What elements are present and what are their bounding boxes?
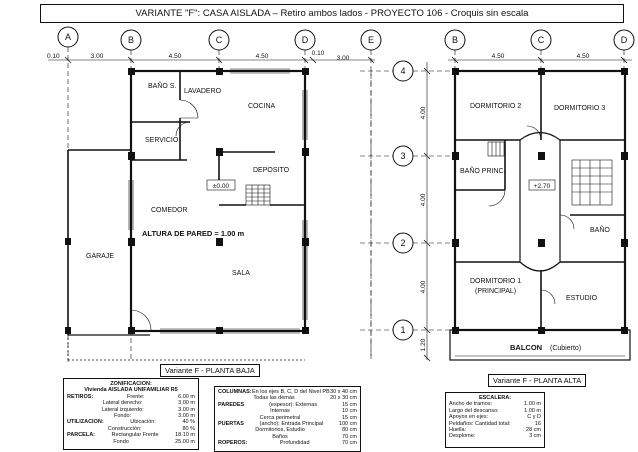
room-dormitorio-2: DORMITORIO 2 bbox=[470, 103, 522, 110]
materiales-cell: 80 cm bbox=[342, 427, 357, 434]
zonificacion-cell: RETIROS: bbox=[67, 393, 94, 400]
room-lavadero: LAVADERO bbox=[184, 88, 222, 95]
zonificacion-cell: 3.00 m bbox=[178, 406, 195, 413]
axis-bubble-4 bbox=[393, 61, 413, 81]
materiales-cell: 20 x 30 cm bbox=[330, 395, 357, 402]
escalera-rows bbox=[449, 401, 541, 439]
room-bano-principal: BAÑO PRINC. bbox=[460, 168, 506, 175]
dim-ground-5: 3.00 bbox=[336, 55, 350, 62]
axis-bubble-d bbox=[295, 30, 315, 50]
zonificacion-row bbox=[67, 439, 195, 445]
materiales-cell: (ancho): Entrada Principal bbox=[259, 421, 324, 428]
row-axes bbox=[360, 61, 455, 361]
dim-upper-0: 4.50 bbox=[491, 53, 505, 60]
room-deposito: DEPOSITO bbox=[253, 167, 290, 174]
room-dormitorio-3: DORMITORIO 3 bbox=[554, 105, 606, 112]
materiales-cell: 70 cm bbox=[342, 433, 357, 440]
dim-side-2: 4.00 bbox=[420, 280, 427, 294]
room-sala: SALA bbox=[232, 270, 250, 277]
materiales-cell: PAREDES bbox=[218, 401, 245, 408]
escalera-cell: 16 bbox=[534, 420, 541, 427]
zonificacion-rows bbox=[67, 394, 195, 445]
axis-label-b: B bbox=[127, 35, 135, 45]
dim-ground-0: 0.10 bbox=[47, 53, 60, 60]
escalera-cell: 1.00 m bbox=[524, 407, 541, 414]
escalera-box bbox=[445, 392, 545, 448]
axis-bubble-a bbox=[58, 27, 78, 47]
zonificacion-cell: Rectangular Frente bbox=[111, 432, 159, 439]
room-garaje: GARAJE bbox=[86, 253, 115, 260]
zonificacion-cell: 40 % bbox=[182, 419, 195, 426]
dim-side-0: 4.00 bbox=[420, 106, 427, 120]
axis-bubble-3 bbox=[393, 146, 413, 166]
axis-label-a: A bbox=[64, 32, 72, 42]
axis-bubble-1 bbox=[393, 320, 413, 340]
escalera-title: ESCALERA: bbox=[478, 395, 512, 401]
materiales-cell: 10 cm bbox=[342, 408, 357, 415]
drawing-title: VARIANTE "F": CASA AISLADA – Retiro ambos lados - PROYECTO 106 - Croquis sin escala bbox=[40, 4, 624, 23]
zonificacion-cell: 6.00 m bbox=[178, 393, 195, 400]
escalera-cell: C y D bbox=[527, 414, 541, 421]
dim-side-3: 1.20 bbox=[420, 338, 427, 352]
materiales-box bbox=[214, 386, 361, 452]
materiales-cell: PUERTAS bbox=[218, 421, 244, 428]
axis-label-e: E bbox=[367, 35, 375, 45]
zonificacion-cell: Fondo: bbox=[114, 413, 132, 420]
room-balcon: BALCON bbox=[510, 343, 543, 352]
ground-room-labels bbox=[86, 81, 290, 277]
materiales-rows bbox=[218, 389, 357, 447]
top-dimensions-upper bbox=[492, 53, 590, 60]
room-servicio: SERVICIO bbox=[145, 137, 179, 144]
dim-ground-4: 0.10 bbox=[311, 50, 325, 57]
room-dormitorio-1: DORMITORIO 1 bbox=[470, 278, 522, 285]
room-balcon-sub: (Cubierto) bbox=[550, 345, 582, 352]
ground-level-mark: ±0.00 bbox=[212, 183, 230, 190]
room-bano-s: BAÑO S. bbox=[148, 83, 177, 90]
svg-text:3: 3 bbox=[400, 151, 406, 161]
svg-text:1: 1 bbox=[400, 325, 406, 335]
svg-text:4: 4 bbox=[400, 66, 406, 76]
upper-level-mark: +2.70 bbox=[533, 183, 551, 190]
zonificacion-cell: Fondo bbox=[113, 438, 129, 445]
materiales-cell: Todas las demás bbox=[253, 395, 295, 402]
room-estudio: ESTUDIO bbox=[566, 295, 598, 302]
zonificacion-cell: UTILIZACION: bbox=[67, 419, 104, 426]
ground-floor-plan bbox=[48, 27, 381, 362]
zonificacion-cell: PARCELA: bbox=[67, 432, 96, 439]
escalera-cell: Peldaños: Cantidad total: bbox=[449, 420, 511, 427]
zonificacion-subtitle: Vivienda AISLADA UNIFAMILIAR R5 bbox=[84, 387, 178, 394]
room-cocina: COCINA bbox=[248, 103, 276, 110]
svg-text:B: B bbox=[451, 35, 459, 45]
materiales-cell: COLUMNAS: bbox=[218, 389, 252, 395]
escalera-cell: 28 cm bbox=[526, 427, 541, 434]
escalera-cell: Huella: bbox=[449, 427, 467, 434]
materiales-cell: 15 cm bbox=[342, 414, 357, 421]
escalera-cell: Apoyos en ejes: bbox=[449, 414, 489, 421]
zonificacion-cell: Ubicación: bbox=[130, 419, 156, 426]
materiales-cell: En los ejes B, C, D del Nivel PB bbox=[252, 389, 330, 395]
axis-bubble-b-upper bbox=[445, 30, 465, 50]
svg-text:C: C bbox=[537, 35, 545, 45]
escalera-cell: Ancho de tramos: bbox=[449, 401, 493, 408]
escalera-cell: 1.00 m bbox=[524, 401, 541, 408]
dim-upper-1: 4.50 bbox=[576, 53, 590, 60]
axis-bubble-e bbox=[361, 30, 381, 50]
axis-bubble-c bbox=[209, 30, 229, 50]
svg-text:2: 2 bbox=[400, 238, 406, 248]
caption-planta-baja: Variante F - PLANTA BAJA bbox=[160, 364, 260, 377]
materiales-cell: Internas bbox=[270, 408, 290, 415]
zonificacion-cell: 3.00 m bbox=[178, 400, 195, 407]
zonificacion-cell: Lateral derecho: bbox=[102, 400, 143, 407]
zonificacion-cell: 25.00 m bbox=[175, 438, 195, 445]
escalera-cell: 3 cm bbox=[529, 433, 541, 440]
materiales-row bbox=[218, 440, 357, 446]
caption-planta-alta: Variante F - PLANTA ALTA bbox=[488, 374, 586, 387]
materiales-cell: Dormitorios, Estudio bbox=[255, 427, 305, 434]
axis-bubble-2 bbox=[393, 233, 413, 253]
escalera-cell: Largo del descanso: bbox=[449, 407, 499, 414]
axis-label-d: D bbox=[301, 35, 309, 45]
escalera-row bbox=[449, 433, 541, 439]
zonificacion-title: ZONIFICACION: bbox=[110, 381, 152, 387]
upper-floor-plan bbox=[445, 30, 634, 360]
axis-bubble-d-upper bbox=[614, 30, 634, 50]
room-comedor: COMEDOR bbox=[151, 207, 188, 214]
zonificacion-cell: Lateral izquierdo: bbox=[101, 406, 144, 413]
zonificacion-box bbox=[63, 378, 199, 450]
materiales-cell: Cerca perimetral bbox=[259, 414, 301, 421]
zonificacion-cell: 3.00 m bbox=[178, 413, 195, 420]
escalera-cell: Desplome: bbox=[449, 433, 476, 440]
side-dimensions bbox=[420, 106, 427, 351]
materiales-cell: 15 cm bbox=[342, 401, 357, 408]
dim-side-1: 4.00 bbox=[420, 193, 427, 207]
room-bano: BAÑO bbox=[590, 227, 610, 234]
dim-ground-1: 3.00 bbox=[90, 53, 104, 60]
zonificacion-cell: Construcción: bbox=[107, 425, 142, 432]
materiales-cell: Profundidad bbox=[279, 440, 310, 447]
zonificacion-cell: 80 % bbox=[182, 425, 195, 432]
svg-text:D: D bbox=[620, 35, 628, 45]
zonificacion-cell: Frente: bbox=[127, 393, 145, 400]
room-dormitorio-1-sub: (PRINCIPAL) bbox=[475, 288, 517, 295]
materiales-cell: ROPEROS: bbox=[218, 440, 248, 447]
dim-ground-3: 4.50 bbox=[255, 53, 269, 60]
axis-bubble-c-upper bbox=[531, 30, 551, 50]
axis-bubble-b bbox=[121, 30, 141, 50]
materiales-cell: 70 cm bbox=[342, 440, 357, 447]
materiales-cell: 30 x 40 cm bbox=[330, 389, 357, 395]
materiales-cell: Baños bbox=[272, 433, 288, 440]
axis-label-c: C bbox=[215, 35, 223, 45]
materiales-cell: 100 cm bbox=[338, 421, 357, 428]
dim-ground-2: 4.50 bbox=[168, 53, 182, 60]
wall-height-note: ALTURA DE PARED = 1.00 m bbox=[142, 229, 245, 238]
zonificacion-cell: 18.10 m bbox=[175, 432, 195, 439]
materiales-cell: (espesor): Externas bbox=[269, 401, 318, 408]
